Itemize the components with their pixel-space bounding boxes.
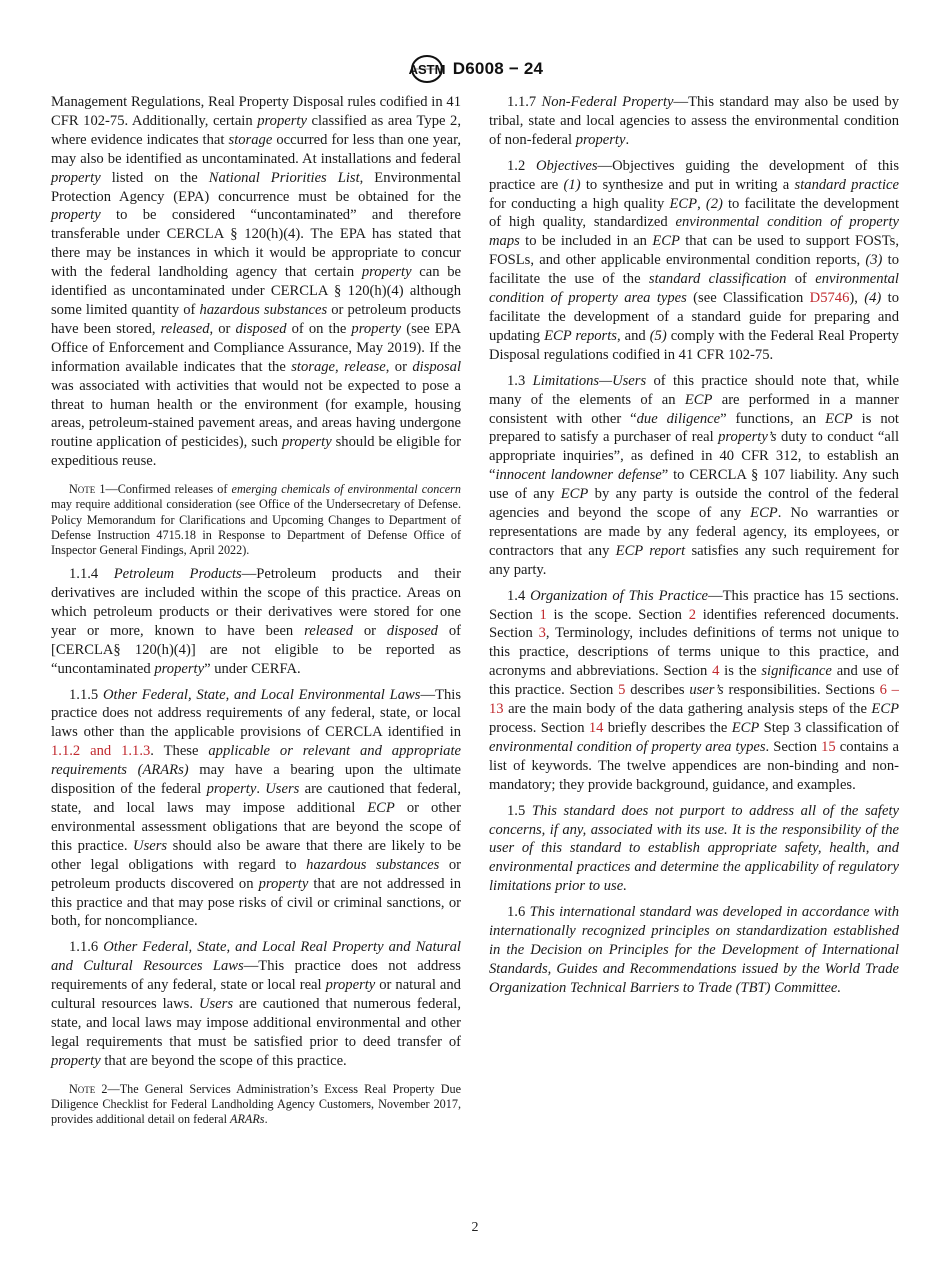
text: (see Classification [686, 290, 810, 307]
text: —Petroleum products and their derivatives are included within the scope of this practice. Areas on which petroleum products or their derivatives were stored for one year or more, known to have been [51, 566, 461, 639]
text: duty to conduct “all appropriate inquiries”, as defined in 40 CFR 312, to establish an “ [489, 429, 899, 484]
text: are the main body of the data gathering analysis steps of the [503, 701, 872, 718]
text: , Environmental Protection Agency (EPA) concurrence must be obtained for the [51, 169, 462, 205]
italic-text: property [575, 131, 626, 148]
cross-reference-link[interactable]: D5746 [809, 290, 850, 307]
italic-text: Limitations—Users [532, 372, 647, 389]
italic-text: released [304, 622, 353, 639]
text: and use of this practice. Section [489, 663, 899, 699]
italic-text: ECP [750, 505, 778, 522]
paragraph [489, 802, 899, 897]
text: —This practice does not address requirements of any federal, state, or local laws other than the applicable provisions of CERCLA identified in [51, 686, 462, 741]
italic-text: innocent landowner defense [495, 467, 662, 484]
cross-reference-link[interactable]: 2 [688, 606, 697, 623]
italic-text: Organization of This Practice [530, 587, 709, 604]
text: or petroleum products have been stored, [51, 301, 461, 337]
paragraph [489, 93, 899, 150]
italic-text: release [344, 358, 386, 375]
text: . These [150, 743, 209, 760]
italic-text: ECP [684, 391, 713, 408]
text: . Section [765, 738, 822, 755]
italic-text: property [51, 169, 101, 186]
text: of on the [286, 320, 352, 337]
italic-text: ARARs [230, 1112, 265, 1127]
text: should be eligible for expeditious reuse. [51, 434, 461, 470]
text: Management Regulations, Real Property Disposal rules codified in 41 CFR 102-75. Additionally, certain [51, 94, 461, 129]
italic-text: property [281, 434, 332, 451]
text: or natural and cultural resources laws. [51, 977, 461, 1013]
italic-text: Users [198, 996, 234, 1013]
italic-text: ECP [871, 701, 899, 718]
text: contains a list of keywords. The twelve appendices are non-binding and non-mandatory; they provide background, guidance, and examples. [489, 738, 899, 793]
text: may have a bearing upon the ultimate disposition of the federal [51, 762, 461, 798]
text: —This practice has 15 sections. Section [489, 587, 899, 623]
text: . [256, 781, 266, 798]
italic-text: Petroleum Products [113, 566, 242, 583]
text: classified as area Type 2, where evidence indicates that [51, 112, 461, 148]
paragraph [51, 565, 461, 678]
paragraph [489, 903, 899, 998]
paragraph [489, 157, 899, 365]
italic-text: property [206, 781, 257, 798]
paragraph [489, 372, 899, 580]
italic-text: (5) [649, 327, 667, 344]
italic-text: hazardous substances [306, 856, 440, 873]
note-label: Note [69, 482, 96, 497]
text: is not prepared to satisfy a purchaser of real [489, 410, 899, 446]
text: are cautioned that federal, state, and local laws may impose additional [51, 781, 461, 817]
text: , [697, 195, 706, 212]
cross-reference-link[interactable]: 1 [539, 606, 547, 623]
text: , Terminology, includes definitions of terms not unique to this practice, descriptions of terms unique to this practice, and acronyms and abbreviations. Section [489, 625, 899, 680]
italic-text: Other Federal, State, and Local Environmental Laws [102, 686, 421, 703]
italic-text: emerging chemicals of environmental concern [231, 482, 461, 497]
italic-text: property [154, 660, 205, 677]
italic-text: property [258, 875, 309, 892]
text: occurred for less than one year, may also be identified as uncontaminated. At installations and federal [51, 131, 461, 167]
text: of [786, 271, 816, 288]
italic-text: Users [133, 837, 168, 854]
text: to facilitate the development of a standard guide for preparing and updating [489, 290, 900, 344]
italic-text: ECP [560, 486, 589, 503]
italic-text: property [351, 320, 402, 337]
paragraph [51, 686, 461, 932]
italic-text: released [160, 320, 210, 337]
text: process. Section [489, 720, 589, 736]
paragraph [51, 938, 461, 1070]
italic-text: standard practice [794, 176, 899, 193]
text: ” to CERCLA § 107 liability. Any such use of any [489, 467, 899, 503]
text: ” functions, an [720, 410, 826, 427]
text: 2—The General Services Administration’s Excess Real Property Due Diligence Checklist for Federal Landholding Agency Customers, November 2017, provides additional detail on federal [51, 1081, 461, 1127]
italic-text: (4) [864, 290, 882, 307]
text: . [264, 1112, 268, 1127]
document-id: D6008 − 24 [452, 59, 544, 78]
text: may require additional consideration (see Office of the Undersecretary of Defense. Policy Memorandum for Clarifications and Upcoming Changes to Department of Defense Instruction 4715.18 in Response to Department of Defense Office of Inspector General Findings, April 2022). [51, 497, 461, 557]
text: that can be used to support FOSTs, FOSLs, and other applicable environmental condition reports, [489, 233, 899, 269]
note [51, 482, 461, 558]
svg-text:ASTM: ASTM [408, 62, 446, 77]
text: are performed in a manner consistent with other “ [489, 391, 899, 427]
text: describes [625, 682, 690, 699]
cross-reference-link[interactable]: 1.1.2 and 1.1.3 [51, 743, 151, 760]
text: 1.5 [507, 802, 532, 819]
italic-text: This standard does not purport to address all of the safety concerns, if any, associated with its use. It is the responsibility of the user of this standard to establish appropriate safety, health, and environmental practices and determine the applicability of regulatory limitations prior to use. [489, 802, 899, 895]
italic-text: ECP [367, 800, 395, 817]
italic-text: disposed [386, 622, 438, 639]
cross-reference-link[interactable]: 4 [712, 663, 720, 680]
text: , and [616, 327, 650, 344]
italic-text: disposal [412, 358, 461, 375]
text: 1—Confirmed releases of [95, 482, 232, 497]
italic-text: hazardous substances [199, 301, 328, 318]
text: 1.6 [507, 904, 530, 921]
text: 1.3 [507, 372, 533, 389]
italic-text: This international standard was developed in accordance with internationally recognized principles on standardization established in the Decision on Principles for the Development of International Standards, Guides and Recommendations issued by the World Trade Organization Technical Barriers to Trade (TBT) Committee. [489, 904, 900, 996]
cross-reference-link[interactable]: 5 [618, 682, 626, 699]
italic-text: environmental condition of property area types [489, 738, 766, 755]
italic-text: (2) [705, 195, 723, 212]
text: 1.1.7 [507, 94, 542, 110]
text: can be identified as uncontaminated under CERCLA § 120(h)(4) although some limited quantity of [51, 264, 461, 318]
text: 1.1.5 [69, 686, 103, 703]
italic-text: property [51, 1052, 101, 1069]
text: ), [849, 290, 865, 307]
italic-text: storage [228, 131, 273, 148]
text: 1.1.4 [69, 566, 114, 583]
italic-text: property [325, 977, 376, 994]
italic-text: environmental condition of property area types [489, 271, 899, 307]
paragraph [489, 587, 899, 795]
text: was associated with activities that would not be expected to pose a threat to human health or the environment (for example, housing areas, petroleum-stained pavement areas, and areas having undergone routine application of pesticides), such [51, 377, 461, 451]
italic-text: ECP report [615, 542, 686, 559]
text: to facilitate the development of high quality, standardized [489, 195, 900, 231]
text: to facilitate the use of the [489, 252, 900, 288]
text: listed on the [100, 169, 209, 186]
italic-text: applicable or relevant and appropriate requirements (ARARs) [51, 743, 461, 779]
text: ” under CERFA. [204, 660, 301, 677]
cross-reference-link[interactable]: 3 [538, 625, 546, 642]
text: of this practice should note that, while many of the elements of an [489, 372, 899, 408]
text: that are beyond the scope of this practice. [100, 1052, 347, 1069]
italic-text: property’s [718, 429, 777, 446]
text: comply with the Federal Real Property Disposal regulations codified in 41 CFR 102-75. [489, 327, 899, 363]
italic-text: ECP [825, 410, 853, 427]
text: for conducting a high quality [489, 195, 670, 212]
cross-reference-link[interactable]: 14 [588, 720, 604, 736]
note [51, 1082, 461, 1128]
italic-text: due diligence [636, 410, 721, 427]
italic-text: property [257, 112, 307, 129]
italic-text: property [361, 264, 412, 281]
text: , [335, 358, 345, 375]
text: . No warranties or representations are made by any federal agency, its employees, or contractors that any [489, 505, 899, 559]
italic-text: standard classification [648, 271, 787, 288]
italic-text: Users [265, 781, 300, 798]
text: —Objectives guiding the development of this practice are [489, 157, 899, 193]
text: to be considered “uncontaminated” and therefore transferable under CERCLA § 120(h)(4). The EPA has stated that there may be instances in which it would be appropriate to concur with the federal landholding agency that certain [51, 207, 461, 281]
cross-reference-link[interactable]: 15 [821, 738, 836, 755]
text: or other environmental assessment obligations that are beyond the scope of this practice. [51, 800, 461, 854]
text: or petroleum products discovered on [51, 856, 461, 892]
right-column [489, 93, 899, 998]
italic-text: property [51, 207, 101, 224]
text: identifies referenced documents. Section [489, 606, 899, 642]
text: 1.2 [507, 157, 536, 174]
italic-text: Objectives [535, 157, 598, 174]
italic-text: environmental condition of property maps [489, 214, 899, 250]
text: to be included in an [519, 233, 653, 250]
text: that are not addressed in this practice and that may pose risks of civil or criminal sanctions, or both, for noncompliance. [51, 875, 461, 930]
text: Step 3 classification of [759, 720, 899, 736]
text: is the [719, 663, 762, 680]
text: . [625, 131, 630, 148]
italic-text: Non-Federal Property [541, 94, 674, 110]
italic-text: Other Federal, State, and Local Real Property and Natural and Cultural Resources Laws [51, 939, 461, 975]
italic-text: ECP [731, 720, 760, 736]
italic-text: disposed [235, 320, 287, 337]
text: —This practice does not address requirements of any federal, state or local real [51, 958, 461, 994]
italic-text: storage [291, 358, 336, 375]
italic-text: user’s [689, 682, 724, 699]
text: —This standard may also be used by tribal, state and local agencies to assess the environmental condition of non-federal [489, 94, 899, 148]
text: , or [209, 320, 236, 337]
text: is the scope. Section [546, 606, 689, 623]
text: should also be aware that there are likely to be other legal obligations with regard to [51, 837, 461, 873]
text: , or [385, 358, 413, 375]
text: responsibilities. Sections [723, 682, 880, 699]
astm-logo-icon [407, 53, 447, 85]
page-number: 2 [471, 1220, 479, 1235]
text: satisfies any such requirement for any party. [489, 542, 899, 578]
note-label: Note [69, 1081, 96, 1096]
text: (see EPA Office of Enforcement and Compliance Assurance, May 2019). If the information available indicates that the [51, 320, 461, 375]
text: are cautioned that numerous federal, state, and local laws may impose additional environmental and other legal requirements that must be satisfied prior to deed transfer of [51, 996, 461, 1050]
text: by any party is outside the control of the federal agencies and beyond the scope of any [489, 486, 899, 522]
left-column [51, 93, 461, 1131]
cross-reference-link[interactable]: 6 – 13 [489, 682, 899, 718]
text: or [353, 622, 387, 639]
italic-text: (1) [563, 176, 581, 193]
italic-text: ECP reports [544, 327, 617, 344]
italic-text: ECP [652, 233, 680, 250]
text: 1.4 [507, 587, 531, 604]
text: 1.1.6 [69, 939, 104, 956]
page-header [0, 52, 950, 86]
italic-text: ECP [669, 195, 698, 212]
text: to synthesize and put in writing a [580, 176, 795, 193]
italic-text: significance [761, 663, 832, 680]
paragraph [51, 93, 461, 471]
italic-text: (3) [865, 252, 883, 269]
text: briefly describes the [603, 720, 732, 736]
italic-text: National Priorities List [208, 169, 360, 186]
text: of [CERCLA§ 120(h)(4)] are not eligible to be reported as “uncontaminated [51, 622, 461, 677]
